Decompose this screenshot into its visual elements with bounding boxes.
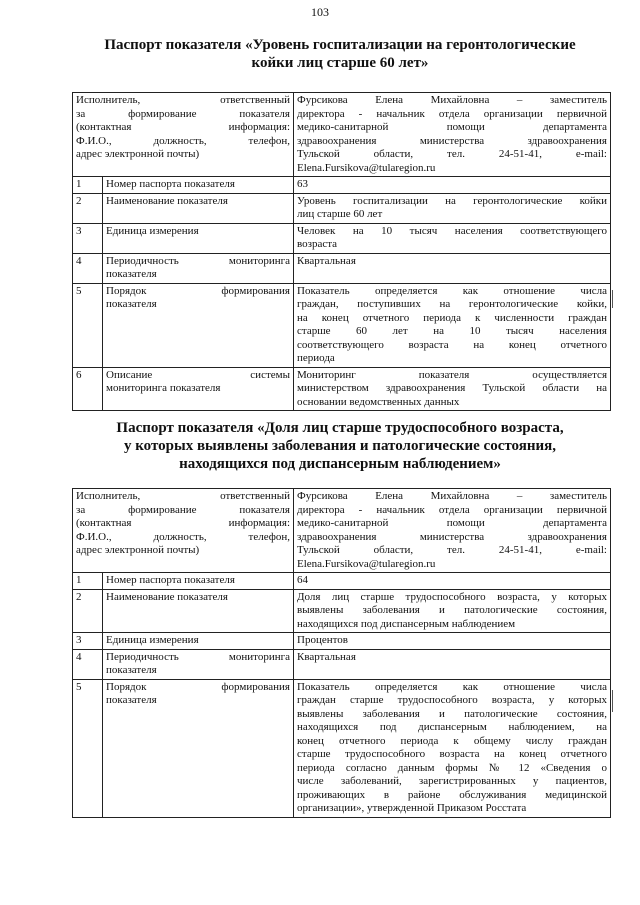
table-row	[73, 177, 611, 194]
row-number: 4	[73, 649, 103, 679]
text-line: адрес электронной почты)	[76, 544, 200, 556]
text-line: соответствующего возраста на конец отчетного	[297, 338, 607, 351]
text-line: Исполнитель, ответственный	[76, 490, 290, 502]
text-line: Показатель определяется как отношение числа	[297, 680, 607, 693]
table-row	[73, 573, 611, 590]
table-row	[73, 283, 611, 367]
executor-label	[73, 489, 294, 573]
table-row	[73, 223, 611, 253]
text-line: Квартальная	[297, 650, 356, 663]
text-line: здравоохранения министерства здравоохранения	[297, 530, 607, 543]
row-label	[103, 367, 294, 411]
row-number: 2	[73, 589, 103, 633]
text-line: Elena.Fursikova@tularegion.ru	[297, 557, 436, 570]
text-line: Человек на 10 тысяч населения соответствующего	[297, 224, 607, 237]
text-line: Порядок формирования	[106, 284, 290, 297]
text-line: находящихся под диспансерным наблюдением, на	[297, 721, 607, 733]
passport-1-table	[72, 92, 611, 411]
row-label	[103, 679, 294, 817]
row-number: 1	[73, 177, 103, 194]
text-line: основании ведомственных данных	[297, 395, 460, 408]
text-line: Мониторинг показателя осуществляется	[297, 368, 607, 381]
text-line: медико-санитарной помощи департамента	[297, 517, 607, 529]
row-value	[294, 649, 611, 679]
text-line: граждан старше трудоспособного возраста, у которых	[297, 694, 607, 706]
text-line: Ф.И.О., должность, телефон,	[76, 530, 290, 543]
text-line: (контактная информация:	[76, 121, 290, 133]
text-line: Периодичность мониторинга	[106, 254, 290, 267]
text-line: Фурсикова Елена Михайловна – заместитель	[297, 94, 607, 106]
text-line: Elena.Fursikova@tularegion.ru	[297, 161, 436, 174]
text-line: показателя	[106, 268, 157, 280]
row-value	[294, 283, 611, 367]
row-label	[103, 283, 294, 367]
row-number: 3	[73, 633, 103, 650]
row-label	[103, 633, 294, 650]
passport-1-title	[60, 36, 620, 72]
text-line: Тульской области, тел. 24-51-41, e-mail:	[297, 544, 607, 556]
text-line: Тульской области, тел. 24-51-41, e-mail:	[297, 148, 607, 160]
row-number: 3	[73, 223, 103, 253]
row-value	[294, 633, 611, 650]
row-number: 5	[73, 283, 103, 367]
text-line: возраста	[297, 238, 338, 250]
row-label	[103, 649, 294, 679]
text-line: Уровень госпитализации на геронтологические койки	[297, 194, 607, 207]
text-line: медико-санитарной помощи департамента	[297, 121, 607, 133]
table-row	[73, 679, 611, 817]
row-value	[294, 573, 611, 590]
text-line: проживающих в районе обслуживания медицинской	[297, 788, 607, 801]
text-line: Показатель определяется как отношение числа	[297, 284, 607, 297]
table-row	[73, 193, 611, 223]
text-line: на конец отчетного периода к численности граждан	[297, 311, 607, 324]
scan-mark	[612, 290, 613, 308]
row-label	[103, 177, 294, 194]
text-line: находящихся под диспансерным наблюдением	[297, 617, 516, 630]
text-line: за формирование показателя	[76, 503, 290, 516]
text-line: организации», утвержденной Приказом Росстата	[297, 802, 527, 814]
text-line: выявлены заболевания и патологические состояния,	[297, 707, 607, 720]
text-line: конец отчетного периода к общему числу граждан	[297, 734, 607, 747]
passport-2-table	[72, 488, 611, 818]
text-line: Порядок формирования	[106, 680, 290, 693]
text-line: Описание системы	[106, 368, 290, 381]
row-value	[294, 177, 611, 194]
row-value	[294, 367, 611, 411]
table-row	[73, 589, 611, 633]
text-line: выявлены заболевания и патологические состояния,	[297, 604, 607, 616]
text-line: министерством здравоохранения Тульской области на	[297, 382, 607, 394]
row-number: 6	[73, 367, 103, 411]
executor-row	[73, 489, 611, 573]
text-line: Наименование показателя	[106, 590, 228, 603]
title-line: койки лиц старше 60 лет»	[251, 55, 429, 71]
table-row	[73, 367, 611, 411]
text-line: Номер паспорта показателя	[106, 178, 235, 190]
text-line: Процентов	[297, 634, 348, 646]
table-row	[73, 633, 611, 650]
row-value	[294, 253, 611, 283]
text-line: директора - начальник отдела организации первичной	[297, 503, 607, 516]
text-line: периода	[297, 352, 335, 364]
row-value	[294, 223, 611, 253]
executor-label	[73, 93, 294, 177]
text-line: Наименование показателя	[106, 194, 228, 207]
row-label	[103, 573, 294, 590]
text-line: старше трудоспособного возраста на конец отчетного	[297, 748, 607, 760]
text-line: адрес электронной почты)	[76, 148, 200, 160]
row-label	[103, 253, 294, 283]
text-line: Квартальная	[297, 254, 356, 267]
scan-mark	[612, 690, 613, 712]
text-line: здравоохранения министерства здравоохранения	[297, 134, 607, 147]
text-line: 64	[297, 574, 308, 586]
text-line: (контактная информация:	[76, 517, 290, 529]
title-line: Паспорт показателя «Доля лиц старше трудоспособного возраста,	[116, 420, 564, 436]
executor-value	[294, 489, 611, 573]
title-line: у которых выявлены заболевания и патологические состояния,	[123, 438, 557, 454]
table-row	[73, 649, 611, 679]
table-row	[73, 253, 611, 283]
row-value	[294, 193, 611, 223]
row-label	[103, 589, 294, 633]
row-label	[103, 193, 294, 223]
text-line: периода согласно данным формы № 12 «Сведения о	[297, 761, 607, 774]
text-line: граждан, поступивших на геронтологические койки,	[297, 298, 607, 310]
title-line: находящихся под диспансерным наблюдением»	[179, 456, 501, 472]
text-line: Исполнитель, ответственный	[76, 94, 290, 106]
text-line: Единица измерения	[106, 634, 199, 646]
row-number: 4	[73, 253, 103, 283]
text-line: Единица измерения	[106, 224, 199, 237]
title-line: Паспорт показателя «Уровень госпитализации на геронтологические	[104, 37, 576, 53]
row-label	[103, 223, 294, 253]
row-number: 1	[73, 573, 103, 590]
row-number: 2	[73, 193, 103, 223]
executor-value	[294, 93, 611, 177]
text-line: мониторинга показателя	[106, 382, 221, 394]
text-line: показателя	[106, 694, 157, 706]
text-line: старше 60 лет на 10 тысяч населения	[297, 325, 607, 337]
text-line: Ф.И.О., должность, телефон,	[76, 134, 290, 147]
text-line: показателя	[106, 664, 157, 676]
text-line: лиц старше 60 лет	[297, 208, 383, 220]
text-line: за формирование показателя	[76, 107, 290, 120]
text-line: числе заболеваний, зарегистрированных у пациентов,	[297, 775, 607, 787]
text-line: директора - начальник отдела организации первичной	[297, 107, 607, 120]
page-number: 103	[311, 5, 329, 19]
text-line: Фурсикова Елена Михайловна – заместитель	[297, 490, 607, 502]
text-line: Номер паспорта показателя	[106, 574, 235, 586]
text-line: показателя	[106, 298, 157, 310]
text-line: 63	[297, 178, 308, 190]
passport-2-title	[60, 419, 620, 473]
text-line: Периодичность мониторинга	[106, 650, 290, 663]
row-value	[294, 589, 611, 633]
text-line: Доля лиц старше трудоспособного возраста, у которых	[297, 590, 607, 603]
row-number: 5	[73, 679, 103, 817]
executor-row	[73, 93, 611, 177]
row-value	[294, 679, 611, 817]
